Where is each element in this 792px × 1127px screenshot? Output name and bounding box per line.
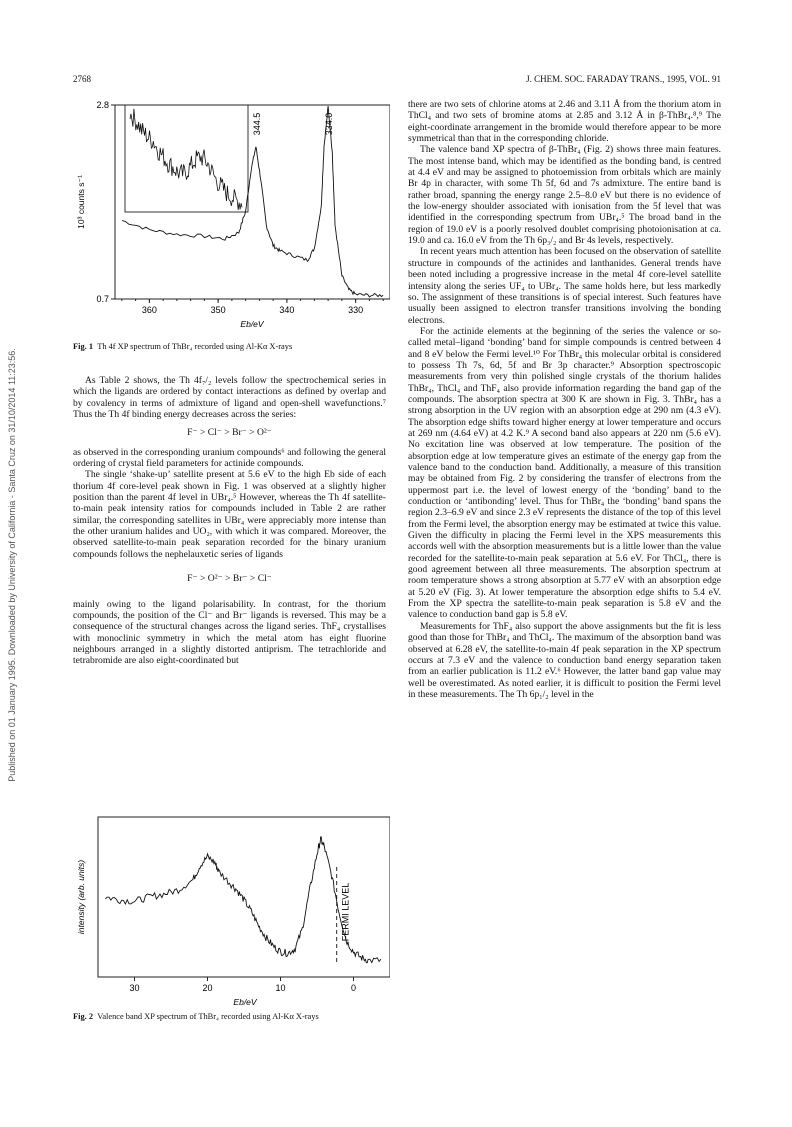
fig2-x-tick-label-0: 0 [350, 983, 357, 993]
fig2-x-axis-label: Eb/eV [233, 997, 257, 1007]
fig1-inset-line [130, 109, 242, 210]
fig2-x-tick-labels [129, 983, 356, 993]
fig2-caption-text: Valence band XP spectrum of ThBr₄ recorded using Al-Kα X-rays [97, 1012, 319, 1021]
fig1-chart [70, 92, 390, 342]
fig2-x-tick-label-30: 30 [129, 983, 140, 993]
equation-series-2: F⁻ > O²⁻ > Br⁻ > Cl⁻ [187, 573, 272, 585]
left-paragraph-3: The single ‘shake-up’ satellite present at 5.6 eV to the high Eb side of each thorium 4f core-level peak shown in Fig. 1 was observed at a slightly higher position than the parent 4f level in UBr₄.⁵ However, whereas the Th 4f satellite-to-main peak intensity ratios for compounds included in Table 2 are rather similar, the corresponding satellites in UBr₄ were appreciably more intense than the other uranium halides and UO₂, with which it was compared. Moreover, the observed satellite-to-main peak separation recorded for the binary uranium compounds follows the nephelauxetic series of ligands [73, 469, 386, 560]
fig1-x-tick-label-330: 330 [348, 305, 364, 315]
fig1-y-axis-label: 10³ counts s⁻¹ [76, 175, 86, 229]
fig1-ticks [111, 105, 383, 303]
fig2-ticks [135, 977, 354, 981]
left-paragraph-2: as observed in the corresponding uranium compounds⁶ and following the general ordering of crystal field parameters for actinide compounds. [73, 446, 386, 470]
fig2-caption [73, 1012, 391, 1022]
fig1-x-axis-label: Eb/eV [240, 319, 264, 329]
right-text-column [408, 99, 721, 700]
left-paragraph-1: As Table 2 shows, the Th 4f₇/₂ levels follow the spectrochemical series in which the ligands are ordered by contact interactions as defined by overlap and by covalency in terms of admixture of ligand and open-shell wavefunctions.⁷ Thus the Th 4f binding energy decreases across the series: [73, 375, 386, 421]
fig1-x-tick-label-340: 340 [279, 305, 295, 315]
fig1-peak-label-1: 344.5 [251, 112, 262, 136]
left-text-column [73, 375, 386, 667]
fig1-y-tick-label-2.8: 2.8 [96, 100, 109, 110]
fig1-caption-label: Fig. 1 [73, 342, 94, 351]
right-paragraph-1: there are two sets of chlorine atoms at 2.46 and 3.11 Å from the thorium atom in ThCl₄ and two sets of bromine atoms at 2.85 and 3.12 Å in β-ThBr₄.⁸,⁹ The eight-coordinate arrangement in the bromide would therefore appear to be more symmetrical than that in the corresponding chloride. [408, 99, 721, 145]
equation-series-1: F⁻ > Cl⁻ > Br⁻ > O²⁻ [187, 427, 272, 439]
fig1-caption [73, 342, 393, 352]
fig1-caption-text: Th 4f XP spectrum of ThBr₄ recorded using Al-Kα X-rays [97, 342, 293, 351]
right-paragraph-4: For the actinide elements at the beginning of the series the valence or so-called metal–ligand ‘bonding’ band for simple compounds is centred between 4 and 8 eV below the Fermi level.¹⁰ For ThBr₄ this molecular orbital is considered to possess Th 7s, 6d, 5f and Br 3p character.⁹ Absorption spectroscopic measurements from very thin polished single crystals of the thorium halides ThBr₄, ThCl₄ and ThF₄ also provide information regarding the band gap of the compounds. The absorption spectra at 300 K are shown in Fig. 3. ThBr₄ has a strong absorption in the UV region with an absorption edge at 290 nm (4.3 eV). The absorption edge shifts toward higher energy at lower temperature and occurs at 269 nm (4.64 eV) at 4.2 K.⁹ A second band also appears at 220 nm (5.6 eV). No excitation line was observed at low temperature. The position of the absorption edge at low temperature gives an estimate of the energy gap from the valence band to the conduction band. Additionally, a measure of this transition may be obtained from Fig. 2 by considering the transfer of electrons from the uppermost part i.e. the level of lowest energy of the ‘bonding’ band to the conduction or ‘antibonding’ level. Thus for ThBr₄ the ‘bonding’ band spans the region 2.3–6.9 eV and since 2.3 eV represents the distance of the top of this level from the Fermi level, the absorption energy may be estimated at twice this value. Given the difficulty in placing the Fermi level in the XPS measurements this accords well with the absorption measurements but is a little lower than the value recorded for the satellite-to-main peak separation at 5.6 eV. For ThCl₄, there is good agreement between all three measurements. The absorption spectrum at room temperature shows a strong absorption at 5.77 eV with an absorption edge at 5.20 eV (Fig. 3). At lower temperature the absorption edge shifts to 5.4 eV. From the XP spectra the satellite-to-main peak separation is 5.8 eV and the valence to conduction band gap is 5.8 eV. [408, 325, 721, 621]
page-number: 2768 [73, 74, 91, 84]
fig1-y-tick-labels [96, 100, 109, 304]
fig2-caption-label: Fig. 2 [73, 1012, 94, 1021]
fig1-x-tick-labels [142, 305, 363, 315]
right-paragraph-5: Measurements for ThF₄ also support the above assignments but the fit is less good than those for ThBr₄ and ThCl₄. The maximum of the absorption band was observed at 6.28 eV, the satellite-to-main 4f peak separation in the XP spectrum occurs at 7.3 eV and the valence to conduction band energy separation taken from an earlier publication is 11.2 eV.⁶ However, the latter band gap value may well be overestimated. As noted earlier, it is difficult to position the Fermi level in these measurements. The Th 6p₁/₂ level in the [408, 620, 721, 700]
fig1-inset-frame [125, 105, 248, 212]
fig2-spectrum-line [105, 837, 381, 963]
fig1-y-tick-label-0.7: 0.7 [96, 294, 109, 304]
fig2-y-axis-label: intensity (arb. units) [76, 859, 86, 935]
journal-header: J. CHEM. SOC. FARADAY TRANS., 1995, VOL. 91 [526, 74, 721, 84]
fig2-x-tick-label-20: 20 [202, 983, 213, 993]
left-paragraph-4: mainly owing to the ligand polarisability. In contrast, for the thorium compounds, the position of the Cl⁻ and Br⁻ ligands is reversed. This may be a consequence of the structural changes across the ligand series. ThF₄ crystallises with monoclinic symmetry in which the metal atom has eight fluorine neighbours arranged in a slightly distorted antiprism. The tetrachloride and tetrabromide are also eight-coordinated but [73, 598, 386, 667]
right-paragraph-3: In recent years much attention has been focused on the observation of satellite structure in compounds of the actinides and lanthanides. General trends have been noted including a progressive increase in the metal 4f core-level satellite intensity along the series UF₄ to UBr₄. The same holds here, but less markedly so. The assignment of these transitions is of special interest. Such features have usually been assigned to electron transfer transitions involving the bonding electrons. [408, 246, 721, 326]
fig2-chart [70, 812, 390, 1010]
fig1-x-tick-label-350: 350 [210, 305, 226, 315]
fig2-x-tick-label-10: 10 [275, 983, 286, 993]
fig2-fermi-level-label: FERMI LEVEL [340, 882, 351, 942]
fig1-x-tick-label-360: 360 [141, 305, 157, 315]
right-paragraph-2: The valence band XP spectra of β-ThBr₄ (Fig. 2) shows three main features. The most intense band, which may be identified as the bonding band, is centred at 4.4 eV and may be assigned to photoemission from orbitals which are mainly Br 4p in character, with some Th 5f, 6d and 7s admixture. The entire band is rather broad, spanning the energy range 2.5–8.0 eV but there is no evidence of the low-energy shoulder associated with ionisation from the 5f level that was identified in the corresponding spectrum from UBr₄.⁵ The broad band in the region of 19.0 eV is a poorly resolved doublet comprising photoionisation at ca. 19.0 and ca. 16.0 eV from the Th 6p₃/₂ and Br 4s levels, respectively. [408, 144, 721, 247]
fig1-peak-label-2: 334.0 [324, 112, 335, 136]
